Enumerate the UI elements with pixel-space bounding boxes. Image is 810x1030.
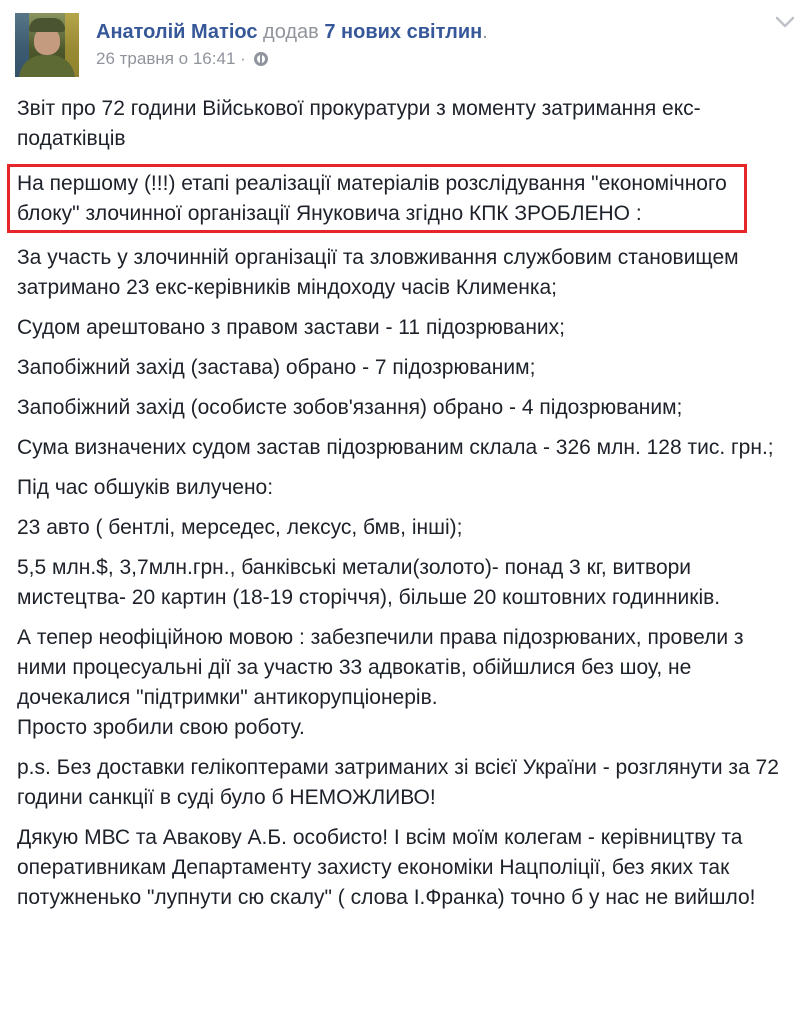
paragraph-ps: p.s. Без доставки гелікоптерами затриманих зі всієї України - розглянути за 72 години санкції в суді було б НЕМОЖЛИВО! [17,756,779,809]
paragraph-bail-sum: Сума визначених судом застав підозрюваним склала - 326 млн. 128 тис. грн.; [17,436,774,459]
paragraph-personal-obligation: Запобіжний захід (особисте зобов'язання) обрано - 4 підозрюваним; [17,396,683,419]
action-text: додав [257,21,325,43]
paragraph-report-title: Звіт про 72 години Військової прокуратури з моменту затримання екс-податківців [17,97,701,150]
post-meta [96,48,268,70]
timestamp-link[interactable]: 26 травня о 16:41 [96,49,236,68]
chevron-down-icon[interactable] [771,12,799,32]
meta-separator: · [235,49,251,68]
paragraph-thanks: Дякую МВС та Авакову А.Б. особисто! І всім моїм колегам - керівництву та оперативникам Департаменту захисту економіки Нацполіції, без яких так потужненько "лупнути сю скалу" ( слова І.Франка) точно б у нас не вийшло! [17,826,756,909]
post-title-line [96,19,488,45]
author-name-link[interactable]: Анатолій Матіос [96,21,258,43]
paragraph-arrested: Судом арештовано з правом застави - 11 підозрюваних; [17,316,565,339]
paragraph-searches: Під час обшуків вилучено: [17,476,274,499]
avatar[interactable] [15,13,79,77]
post-body [17,94,797,923]
paragraph-bail: Запобіжний захід (застава) обрано - 7 підозрюваним; [17,356,536,379]
photos-link[interactable]: 7 нових світлин [324,21,483,43]
paragraph-did-job: Просто зробили свою роботу. [17,716,305,739]
highlighted-paragraph: На першому (!!!) етапі реалізації матеріалів розслідування "економічного блоку" злочинної організації Януковича згідно КПК ЗРОБЛЕНО : [7,164,747,233]
globe-icon[interactable] [254,52,268,66]
action-end: . [482,21,488,43]
paragraph-cars: 23 авто ( бентлі, мерседес, лексус, бмв, інші); [17,516,463,539]
paragraph-unofficial: А тепер неофіційною мовою : забезпечили права підозрюваних, провели з ними процесуальні дії за участю 33 адвокатів, обійшлися без шоу, не дочекалися "підтримки" антикорупціонерів. [17,626,744,709]
paragraph-detained: За участь у злочинній організації та зловживання службовим становищем затримано 23 екс-керівників міндоходу часів Клименка; [17,246,739,299]
paragraph-valuables: 5,5 млн.$, 3,7млн.грн., банківські метали(золото)- понад 3 кг, витвори мистецтва- 20 картин (18-19 сторіччя), більше 20 коштовних годинників. [17,556,721,609]
